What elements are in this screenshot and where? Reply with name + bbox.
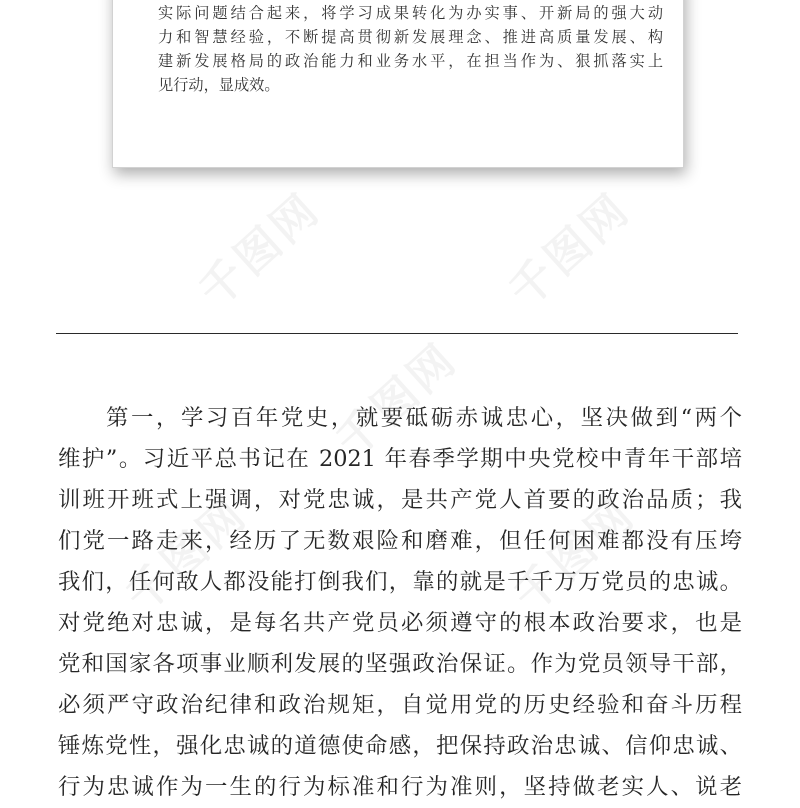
section-divider — [56, 333, 738, 334]
body-line: 行为忠诚作为一生的行为标准和行为准则，坚持做老实人、说老 — [58, 774, 742, 800]
watermark-logo: 千图网 — [326, 333, 468, 468]
body-line: 们党一路走来，经历了无数艰险和磨难，但任何困难都没有压垮 — [58, 528, 742, 554]
body-line: 第一，学习百年党史，就要砥砺赤诚忠心，坚决做到“两个 — [106, 405, 742, 431]
callout-line: 实际问题结合起来，将学习成果转化为办实事、开新局的强大动 — [158, 4, 663, 22]
body-line: 对党绝对忠诚，是每名共产党员必须遵守的根本政治要求，也是 — [58, 610, 742, 636]
body-paragraph — [58, 398, 742, 808]
callout-line: 见行动，显成效。 — [158, 76, 280, 94]
watermark-logo: 千图网 — [116, 488, 258, 623]
watermark-logo: 千图网 — [189, 183, 331, 318]
body-line: 维护”。习近平总书记在 2021 年春季学期中央党校中青年干部培 — [58, 446, 742, 472]
watermark-logo: 千图网 — [504, 488, 646, 623]
body-line: 党和国家各项事业顺利发展的坚强政治保证。作为党员领导干部， — [58, 651, 742, 677]
body-line: 锤炼党性，强化忠诚的道德使命感，把保持政治忠诚、信仰忠诚、 — [58, 733, 742, 759]
callout-box — [112, 0, 684, 168]
body-line: 我们，任何敌人都没能打倒我们，靠的就是千千万万党员的忠诚。 — [58, 569, 742, 595]
callout-line: 建新发展格局的政治能力和业务水平，在担当作为、狠抓落实上 — [158, 52, 663, 70]
callout-line: 力和智慧经验，不断提高贯彻新发展理念、推进高质量发展、构 — [158, 28, 663, 46]
body-line: 训班开班式上强调，对党忠诚，是共产党人首要的政治品质；我 — [58, 487, 742, 513]
watermark-logo: 千图网 — [499, 183, 641, 318]
body-line: 必须严守政治纪律和政治规矩，自觉用党的历史经验和奋斗历程 — [58, 692, 742, 718]
